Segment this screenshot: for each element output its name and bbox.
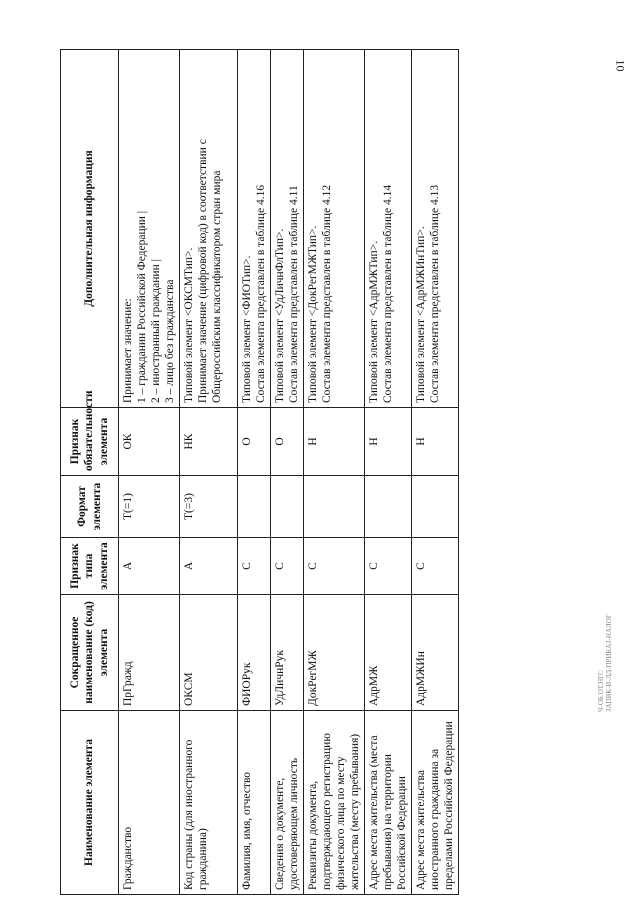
cell-format bbox=[412, 476, 459, 538]
info-line: Состав элемента представлен в таблице 4.14 bbox=[382, 184, 395, 403]
info-line: Типовой элемент <ДокРегМЖТип>. bbox=[307, 225, 320, 403]
cell-info bbox=[119, 50, 180, 408]
cell-required: Н bbox=[304, 408, 365, 476]
cell-format bbox=[271, 476, 304, 538]
cell-required: О bbox=[238, 408, 271, 476]
cell-code: ОКСМ bbox=[180, 595, 238, 711]
cell-format bbox=[304, 476, 365, 538]
cell-code: УдЛичнРук bbox=[271, 595, 304, 711]
info-line: Состав элемента представлен в таблице 4.12 bbox=[321, 184, 334, 403]
cell-name: Адрес места жительства (места пребывания) на территории Российской Федерации bbox=[365, 711, 412, 895]
cell-info bbox=[271, 50, 304, 408]
table-row bbox=[119, 50, 180, 895]
rotated-table-container bbox=[60, 50, 458, 895]
info-line: Состав элемента представлен в таблице 4.13 bbox=[429, 184, 442, 403]
info-line: Типовой элемент <АдрМЖТип>. bbox=[368, 240, 381, 403]
cell-name: Код страны (для иностранного гражданина) bbox=[180, 711, 238, 895]
cell-info bbox=[180, 50, 238, 408]
cell-format: Т(=1) bbox=[119, 476, 180, 538]
info-line: 1 – гражданин Российской Федерации | bbox=[136, 210, 149, 403]
page-number: 10 bbox=[613, 59, 628, 72]
cell-info bbox=[238, 50, 271, 408]
cell-format: Т(=3) bbox=[180, 476, 238, 538]
header-info: Дополнительная информация bbox=[61, 50, 119, 408]
cell-code: ПрГражд bbox=[119, 595, 180, 711]
cell-type: А bbox=[119, 538, 180, 595]
table-row bbox=[412, 50, 459, 895]
cell-required: ОК bbox=[119, 408, 180, 476]
cell-name: Сведения о документе, удостоверяющем личность bbox=[271, 711, 304, 895]
cell-info bbox=[365, 50, 412, 408]
cell-name: Гражданство bbox=[119, 711, 180, 895]
cell-name: Фамилия, имя, отчество bbox=[238, 711, 271, 895]
cell-name: Реквизиты документа, подтверждающего регистрацию физического лица по месту жительства (месту пребывания) bbox=[304, 711, 365, 895]
table-header-row bbox=[61, 50, 119, 895]
info-line: 3 – лицо без гражданства bbox=[164, 279, 177, 403]
elements-table bbox=[60, 49, 459, 895]
cell-type: С bbox=[238, 538, 271, 595]
info-line: Типовой элемент <ФИОТип>. bbox=[241, 255, 254, 403]
table-row bbox=[238, 50, 271, 895]
info-line: Типовой элемент <ОКСМТип>. bbox=[183, 247, 196, 403]
cell-code: АдрМЖ bbox=[365, 595, 412, 711]
table-row bbox=[180, 50, 238, 895]
header-required: Признак обязательности элемента bbox=[61, 408, 119, 476]
cell-required: О bbox=[271, 408, 304, 476]
table-row bbox=[365, 50, 412, 895]
header-format: Формат элемента bbox=[61, 476, 119, 538]
cell-required: Н bbox=[365, 408, 412, 476]
header-type: Признак типа элемента bbox=[61, 538, 119, 595]
header-name: Наименование элемента bbox=[61, 711, 119, 895]
cell-type: С bbox=[365, 538, 412, 595]
table-row bbox=[271, 50, 304, 895]
cell-code: АдрМЖИн bbox=[412, 595, 459, 711]
info-line: Состав элемента представлен в таблице 4.16 bbox=[255, 184, 268, 403]
margin-stamp bbox=[598, 492, 613, 712]
cell-info bbox=[304, 50, 365, 408]
info-line: Типовой элемент <АдрМЖИнТип>. bbox=[415, 226, 428, 403]
cell-info bbox=[412, 50, 459, 408]
info-line: Принимает значение (цифровой код) в соответствии с Общероссийским классификатором стран мира bbox=[197, 139, 224, 403]
cell-format bbox=[238, 476, 271, 538]
cell-type: С bbox=[304, 538, 365, 595]
info-line: Принимает значение: bbox=[122, 298, 134, 403]
info-line: 2 – иностранный гражданин | bbox=[150, 259, 163, 403]
cell-format bbox=[365, 476, 412, 538]
margin-stamp-line: ЗАПВК-И-ЛД-ПРИКАЗ-НАЛОГ bbox=[604, 614, 613, 712]
cell-name: Адрес места жительства иностранного гражданина за пределами Российской Федерации bbox=[412, 711, 459, 895]
cell-type: С bbox=[412, 538, 459, 595]
margin-stamp-line: Ч-ОБ.ОТ.НГС bbox=[597, 670, 605, 712]
cell-type: А bbox=[180, 538, 238, 595]
cell-required: Н bbox=[412, 408, 459, 476]
cell-code: ДокРегМЖ bbox=[304, 595, 365, 711]
info-line: Типовой элемент <УдЛичнФлТип>. bbox=[274, 228, 287, 403]
cell-code: ФИОРук bbox=[238, 595, 271, 711]
table-row bbox=[304, 50, 365, 895]
info-line: Состав элемента представлен в таблице 4.11 bbox=[288, 185, 301, 403]
cell-required: НК bbox=[180, 408, 238, 476]
header-code: Сокращенное наименование (код) элемента bbox=[61, 595, 119, 711]
cell-type: С bbox=[271, 538, 304, 595]
